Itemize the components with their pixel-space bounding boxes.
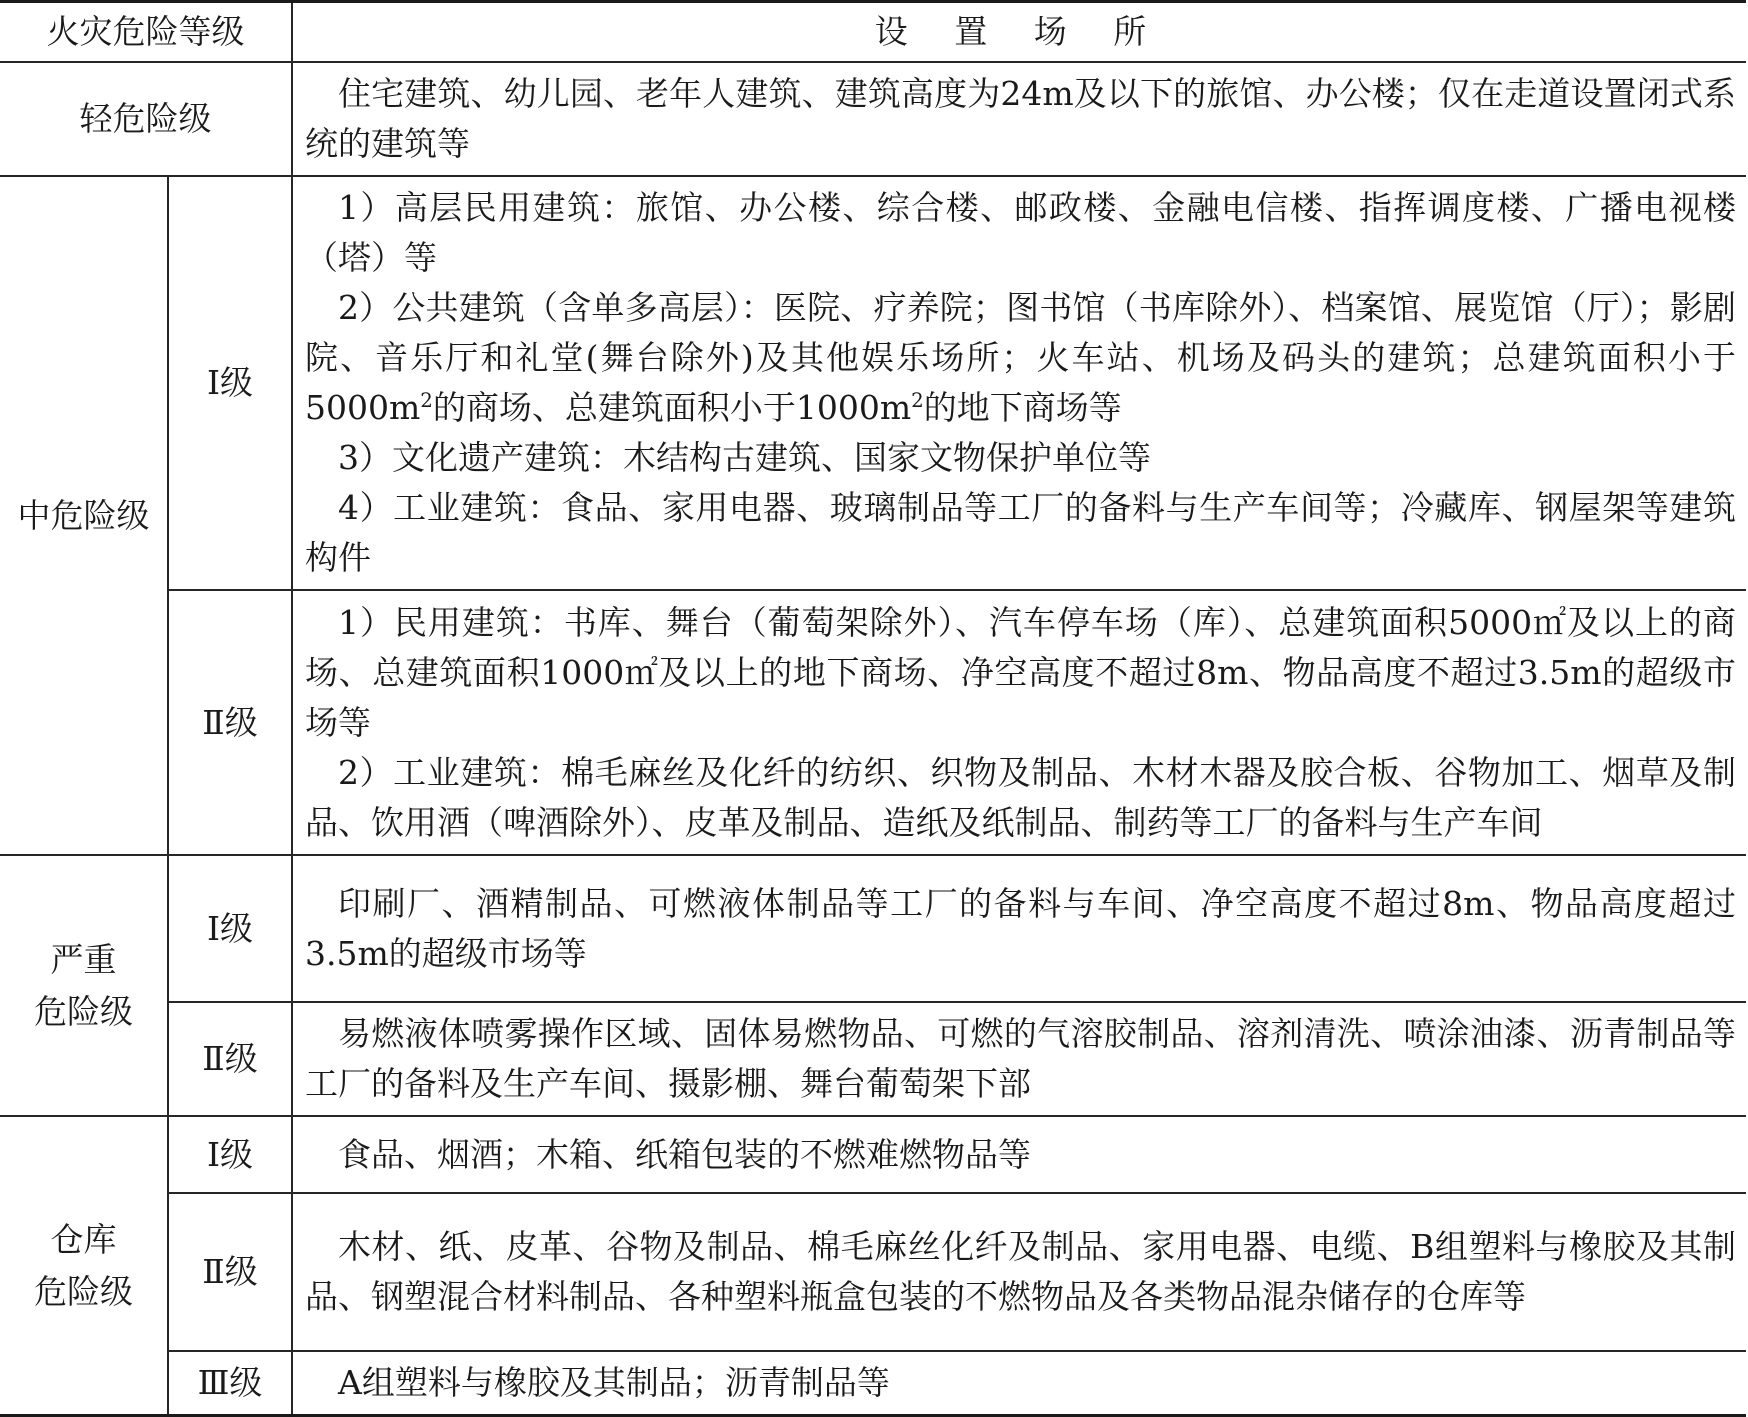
header-location: 设 置 场 所 (292, 2, 1746, 63)
location-text (305, 283, 1736, 433)
category-line: 严重 (50, 939, 117, 979)
text-run: 的商场、总建筑面积小于1000m (432, 388, 912, 427)
subgrade-label: Ⅲ级 (168, 1351, 292, 1416)
category-severe (0, 855, 168, 1116)
location-text: 印刷厂、酒精制品、可燃液体制品等工厂的备料与车间、净空高度不超过8m、物品高度超过3.5m的超级市场等 (305, 883, 1736, 973)
location-text: 住宅建筑、幼儿园、老年人建筑、建筑高度为24m及以下的旅馆、办公楼；仅在走道设置闭式系统的建筑等 (305, 74, 1736, 163)
subgrade-label: Ⅰ级 (168, 176, 292, 590)
category-line: 仓库 (50, 1219, 117, 1259)
table-row (0, 855, 1746, 1002)
location-text: 木材、纸、皮革、谷物及制品、棉毛麻丝化纤及制品、家用电器、电缆、B组塑料与橡胶及其制品、钢塑混合材料制品、各种塑料瓶盒包装的不燃物品及各类物品混杂储存的仓库等 (305, 1227, 1736, 1316)
subgrade-label: Ⅰ级 (168, 855, 292, 1002)
location-text: 2）工业建筑：棉毛麻丝及化纤的纺织、织物及制品、木材木器及胶合板、谷物加工、烟草及制品、饮用酒（啤酒除外）、皮革及制品、造纸及纸制品、制药等工厂的备料与生产车间 (305, 752, 1736, 842)
superscript: 2 (420, 389, 433, 413)
location-cell (292, 1002, 1746, 1116)
location-text: 3）文化遗产建筑：木结构古建筑、国家文物保护单位等 (338, 438, 1151, 477)
location-cell (292, 1351, 1746, 1416)
table-row (0, 590, 1746, 855)
category-line: 危险级 (34, 991, 133, 1031)
location-cell (292, 62, 1746, 176)
location-text: 1）民用建筑：书库、舞台（葡萄架除外）、汽车停车场（库）、总建筑面积5000㎡及以上的商场、总建筑面积1000㎡及以上的地下商场、净空高度不超过8m、物品高度不超过3.5m的超级市场等 (305, 602, 1736, 742)
table-row (0, 62, 1746, 176)
subgrade-label: Ⅱ级 (168, 1193, 292, 1351)
location-text: 易燃液体喷雾操作区域、固体易燃物品、可燃的气溶胶制品、溶剂清洗、喷涂油漆、沥青制品等工厂的备料及生产车间、摄影棚、舞台葡萄架下部 (305, 1014, 1736, 1103)
location-cell (292, 590, 1746, 855)
category-warehouse (0, 1116, 168, 1416)
subgrade-label: Ⅱ级 (168, 590, 292, 855)
text-run: 的地下商场等 (923, 388, 1122, 427)
location-text: 4）工业建筑：食品、家用电器、玻璃制品等工厂的备料与生产车间等；冷藏库、钢屋架等建筑构件 (305, 488, 1736, 577)
header-hazard-level: 火灾危险等级 (0, 2, 292, 63)
category-medium: 中危险级 (0, 176, 168, 855)
category-light: 轻危险级 (0, 62, 292, 176)
text-run: 2）公共建筑（含单多高层）：医院、疗养院；图书馆（书库除外）、档案馆、展览馆（厅）；影剧院、音乐厅和礼堂(舞台除外)及其他娱乐场所；火车站、机场及码头的建筑；总建筑面积小于5000m (305, 288, 1736, 427)
table-row (0, 176, 1746, 590)
table-row (0, 1116, 1746, 1193)
location-text: 1）高层民用建筑：旅馆、办公楼、综合楼、邮政楼、金融电信楼、指挥调度楼、广播电视楼（塔）等 (305, 188, 1736, 277)
location-cell (292, 1193, 1746, 1351)
location-cell (292, 855, 1746, 1002)
superscript: 2 (911, 389, 924, 413)
table-header-row (0, 2, 1746, 63)
table-row (0, 1002, 1746, 1116)
subgrade-label: Ⅱ级 (168, 1002, 292, 1116)
location-cell (292, 1116, 1746, 1193)
location-text: 食品、烟酒；木箱、纸箱包装的不燃难燃物品等 (338, 1134, 1031, 1174)
category-line: 危险级 (34, 1271, 133, 1311)
table-row (0, 1193, 1746, 1351)
location-cell (292, 176, 1746, 590)
location-text: A组塑料与橡胶及其制品；沥青制品等 (338, 1363, 890, 1402)
subgrade-label: Ⅰ级 (168, 1116, 292, 1193)
table-row (0, 1351, 1746, 1416)
